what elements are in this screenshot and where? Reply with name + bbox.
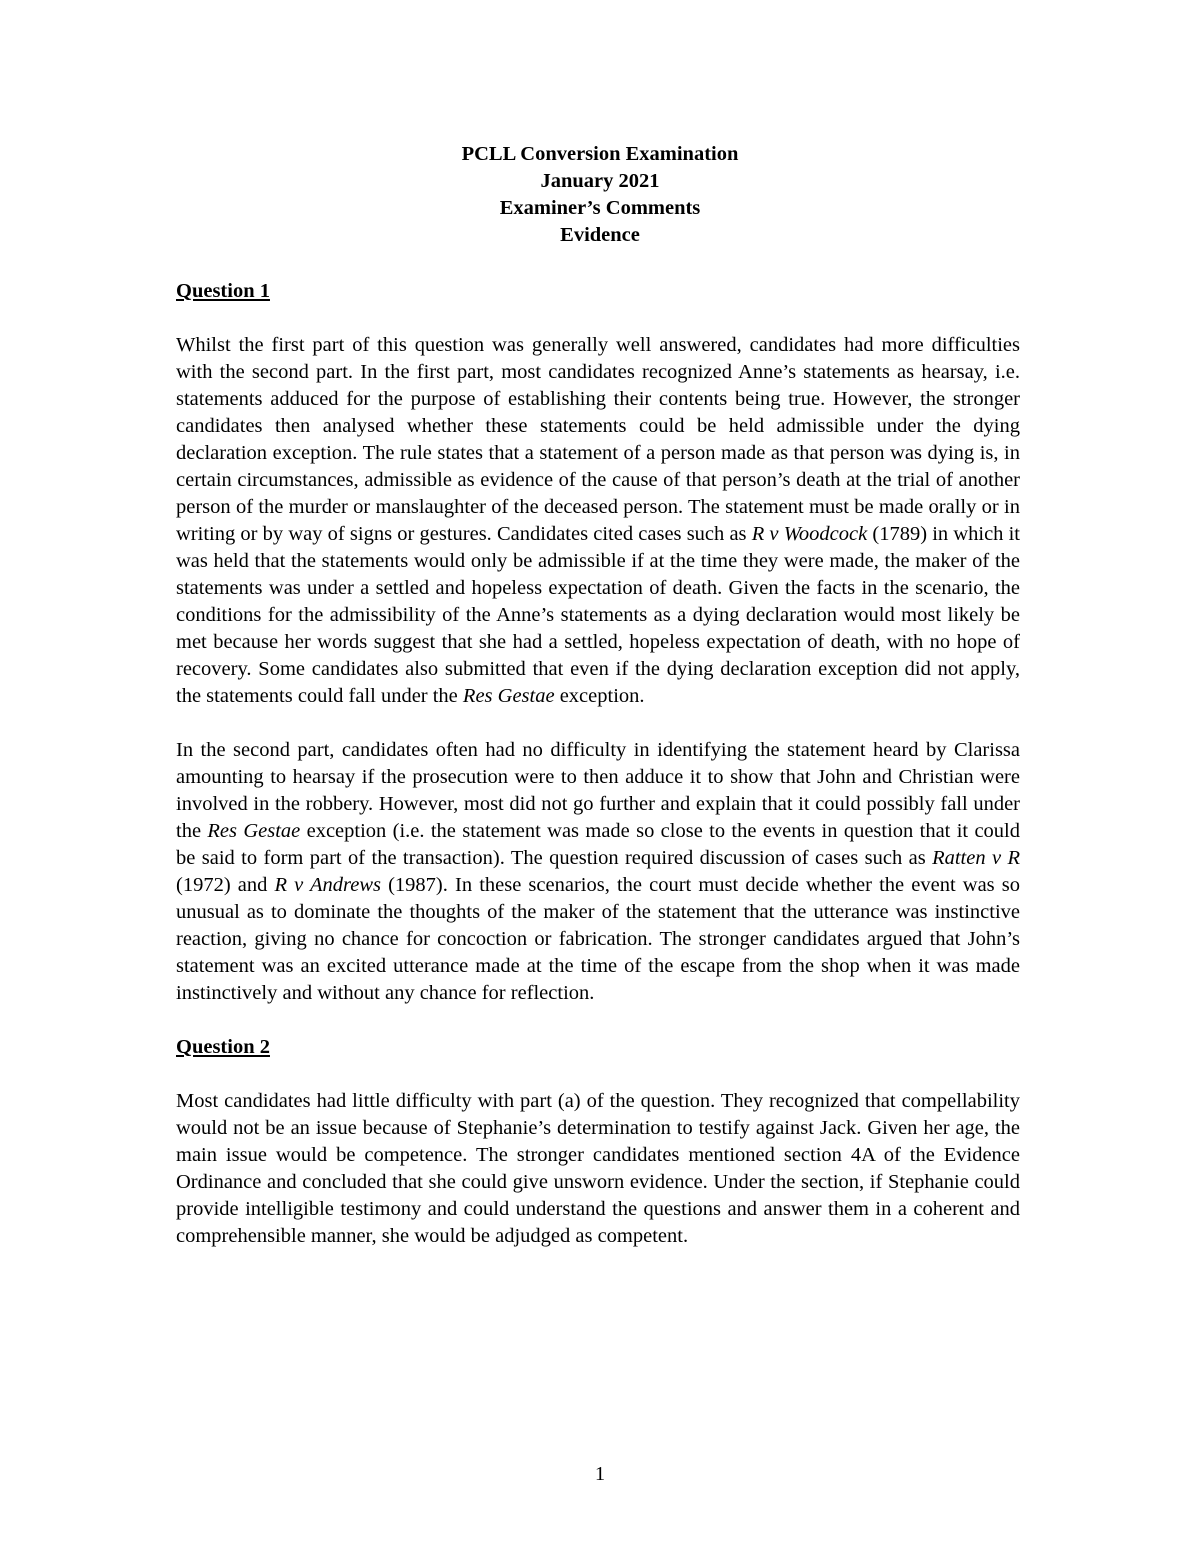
text-run: (1972) and: [176, 874, 275, 896]
text-run: Whilst the first part of this question was generally well answered, candidates had more difficulties with the second part. In the first part, most candidates recognized Anne’s statements as hearsay, i.e. statements adduced for the purpose of establishing their contents being true. However, the stronger candidates then analysed whether these statements could be held admissible under the dying declaration exception. The rule states that a statement of a person made as that person was dying is, in certain circumstances, admissible as evidence of the cause of that person’s death at the trial of another person of the murder or manslaughter of the deceased person. The statement must be made orally or in writing or by way of signs or gestures. Candidates cited cases such as: [176, 334, 1020, 545]
question-1-heading: Question 1: [176, 280, 270, 302]
case-citation: R v Andrews: [274, 874, 381, 896]
question-1-paragraph-2: [176, 737, 1020, 1007]
text-run: (1987). In these scenarios, the court must decide whether the event was so unusual as to dominate the thoughts of the maker of the statement that the utterance was instinctive reaction, giving no chance for concoction or fabrication. The stronger candidates argued that John’s statement was an excited utterance made at the time of the escape from the shop when it was made instinctively and without any chance for reflection.: [176, 874, 1020, 1004]
text-run: exception (i.e. the statement was made so close to the events in question that it could be said to form part of the transaction). The question required discussion of cases such as: [176, 820, 1020, 869]
question-2-paragraph-1: Most candidates had little difficulty with part (a) of the question. They recognized that compellability would not be an issue because of Stephanie’s determination to testify against Jack. Given her age, the main issue would be competence. The stronger candidates mentioned section 4A of the Evidence Ordinance and concluded that she could give unsworn evidence. Under the section, if Stephanie could provide intelligible testimony and could understand the questions and answer them in a coherent and comprehensible manner, she would be adjudged as competent.: [176, 1090, 1020, 1247]
text-run: (1789) in which it was held that the statements would only be admissible if at the time they were made, the maker of the statements was under a settled and hopeless expectation of death. Given the facts in the scenario, the conditions for the admissibility of the Anne’s statements as a dying declaration would most likely be met because her words suggest that she had a settled, hopeless expectation of death, with no hope of recovery. Some candidates also submitted that even if the dying declaration exception did not apply, the statements could fall under the: [176, 523, 1021, 707]
question-2-heading: Question 2: [176, 1036, 270, 1058]
case-citation: Ratten v R: [932, 847, 1021, 869]
doctrine-name: Res Gestae: [462, 685, 555, 707]
document-header: [0, 141, 1200, 249]
text-run: In the second part, candidates often had no difficulty in identifying the statement heard by Clarissa amounting to hearsay if the prosecution were to then adduce it to show that John and Christian were involved in the robbery. However, most did not go further and explain that it could possibly fall under the: [176, 739, 1020, 842]
exam-title: PCLL Conversion Examination: [461, 143, 739, 165]
page-number: 1: [594, 1463, 606, 1485]
case-citation: R v Woodcock: [751, 523, 868, 545]
doctrine-name: Res Gestae: [207, 820, 301, 842]
text-run: exception.: [554, 685, 645, 707]
document-type: Examiner’s Comments: [499, 197, 701, 219]
exam-date: January 2021: [540, 170, 660, 192]
document-body: [176, 278, 1020, 1250]
question-1-paragraph-1: [176, 332, 1020, 710]
subject-title: Evidence: [560, 224, 640, 246]
